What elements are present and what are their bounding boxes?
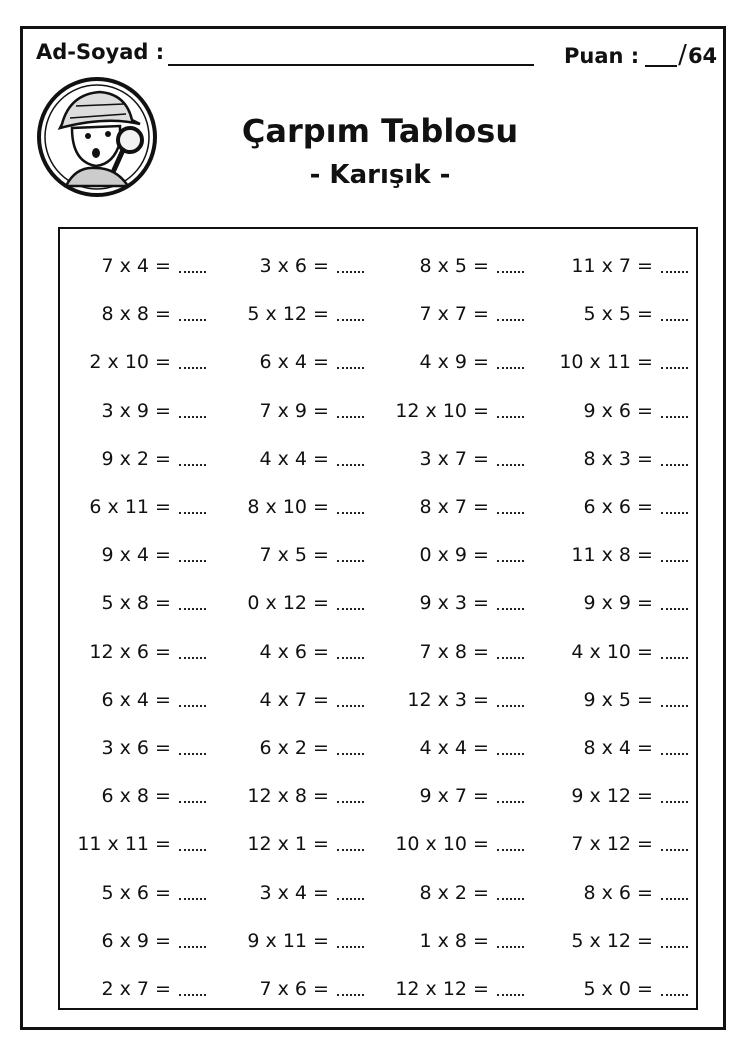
problem-row: [66, 965, 206, 1013]
problem-row: [66, 579, 206, 627]
problem-expression: 11 x 11: [77, 833, 149, 856]
equals-sign: =: [313, 881, 329, 904]
answer-blank[interactable]: [497, 982, 524, 996]
problem-row: [548, 290, 688, 338]
equals-sign: =: [637, 688, 653, 711]
problem-row: [548, 820, 688, 868]
answer-blank[interactable]: [497, 548, 524, 562]
problem-expression: 9 x 6: [583, 399, 631, 422]
answer-blank[interactable]: [661, 741, 688, 755]
equals-sign: =: [637, 351, 653, 374]
problem-row: [384, 820, 524, 868]
problem-expression: 10 x 11: [559, 351, 631, 374]
equals-sign: =: [473, 929, 489, 952]
score-area: [564, 40, 717, 70]
problem-column-4: [548, 242, 688, 1013]
problem-row: [224, 868, 364, 916]
problem-expression: 8 x 5: [419, 255, 467, 278]
answer-blank[interactable]: [179, 982, 206, 996]
problem-row: [224, 435, 364, 483]
answer-blank[interactable]: [497, 886, 524, 900]
answer-blank[interactable]: [179, 307, 206, 321]
answer-blank[interactable]: [337, 789, 364, 803]
equals-sign: =: [313, 447, 329, 470]
equals-sign: =: [155, 688, 171, 711]
answer-blank[interactable]: [661, 259, 688, 273]
problem-expression: 4 x 4: [419, 736, 467, 759]
problem-expression: 5 x 8: [101, 592, 149, 615]
problem-expression: 6 x 4: [259, 351, 307, 374]
problem-expression: 7 x 8: [419, 640, 467, 663]
problem-row: [384, 868, 524, 916]
answer-blank[interactable]: [337, 404, 364, 418]
equals-sign: =: [155, 977, 171, 1000]
equals-sign: =: [155, 255, 171, 278]
problem-row: [224, 531, 364, 579]
problem-expression: 5 x 5: [583, 303, 631, 326]
problem-row: [384, 628, 524, 676]
score-label: Puan :: [564, 44, 640, 68]
answer-blank[interactable]: [179, 837, 206, 851]
problem-row: [224, 724, 364, 772]
problem-expression: 5 x 6: [101, 881, 149, 904]
answer-blank[interactable]: [497, 837, 524, 851]
problem-expression: 9 x 9: [583, 592, 631, 615]
equals-sign: =: [637, 977, 653, 1000]
problem-row: [224, 338, 364, 386]
answer-blank[interactable]: [497, 452, 524, 466]
answer-blank[interactable]: [337, 355, 364, 369]
answer-blank[interactable]: [661, 355, 688, 369]
answer-blank[interactable]: [179, 404, 206, 418]
problem-expression: 4 x 7: [259, 688, 307, 711]
problem-row: [548, 724, 688, 772]
answer-blank[interactable]: [497, 259, 524, 273]
equals-sign: =: [637, 592, 653, 615]
equals-sign: =: [313, 399, 329, 422]
answer-blank[interactable]: [337, 596, 364, 610]
problem-expression: 3 x 7: [419, 447, 467, 470]
equals-sign: =: [313, 977, 329, 1000]
problem-row: [224, 483, 364, 531]
answer-blank[interactable]: [497, 645, 524, 659]
problem-row: [384, 290, 524, 338]
answer-blank[interactable]: [179, 645, 206, 659]
equals-sign: =: [155, 351, 171, 374]
problem-row: [66, 435, 206, 483]
answer-blank[interactable]: [661, 500, 688, 514]
problem-row: [548, 868, 688, 916]
answer-blank[interactable]: [337, 693, 364, 707]
worksheet-subtitle: - Karışık -: [309, 160, 451, 190]
problem-row: [548, 579, 688, 627]
answer-blank[interactable]: [337, 741, 364, 755]
problem-expression: 8 x 2: [419, 881, 467, 904]
answer-blank[interactable]: [661, 645, 688, 659]
problem-expression: 6 x 9: [101, 929, 149, 952]
answer-blank[interactable]: [337, 259, 364, 273]
problem-expression: 7 x 12: [571, 833, 631, 856]
equals-sign: =: [473, 255, 489, 278]
problem-row: [384, 531, 524, 579]
problem-expression: 0 x 9: [419, 544, 467, 567]
problem-expression: 4 x 10: [571, 640, 631, 663]
equals-sign: =: [155, 881, 171, 904]
equals-sign: =: [473, 399, 489, 422]
equals-sign: =: [155, 496, 171, 519]
equals-sign: =: [155, 544, 171, 567]
answer-blank[interactable]: [497, 741, 524, 755]
score-slash: /: [678, 40, 687, 70]
answer-blank[interactable]: [661, 693, 688, 707]
answer-blank[interactable]: [497, 596, 524, 610]
problem-row: [66, 676, 206, 724]
answer-blank[interactable]: [661, 307, 688, 321]
equals-sign: =: [637, 303, 653, 326]
problem-expression: 2 x 7: [101, 977, 149, 1000]
problem-expression: 4 x 4: [259, 447, 307, 470]
equals-sign: =: [637, 496, 653, 519]
problem-expression: 8 x 6: [583, 881, 631, 904]
problem-expression: 12 x 8: [247, 785, 307, 808]
score-total: 64: [687, 44, 718, 68]
problem-column-1: [66, 242, 206, 1013]
problem-row: [66, 724, 206, 772]
answer-blank[interactable]: [497, 934, 524, 948]
score-input-line[interactable]: [645, 65, 677, 67]
problem-row: [224, 242, 364, 290]
equals-sign: =: [313, 929, 329, 952]
problem-row: [224, 387, 364, 435]
problem-column-3: [384, 242, 524, 1013]
problem-expression: 7 x 7: [419, 303, 467, 326]
equals-sign: =: [637, 544, 653, 567]
answer-blank[interactable]: [337, 307, 364, 321]
name-label: Ad-Soyad :: [36, 40, 165, 64]
problem-row: [548, 242, 688, 290]
problem-expression: 7 x 5: [259, 544, 307, 567]
problem-row: [66, 868, 206, 916]
problem-row: [224, 579, 364, 627]
problem-expression: 5 x 0: [583, 977, 631, 1000]
answer-blank[interactable]: [179, 741, 206, 755]
answer-blank[interactable]: [661, 596, 688, 610]
answer-blank[interactable]: [179, 452, 206, 466]
problem-row: [66, 628, 206, 676]
equals-sign: =: [637, 929, 653, 952]
problem-expression: 3 x 6: [259, 255, 307, 278]
problem-expression: 6 x 11: [89, 496, 149, 519]
problem-expression: 8 x 3: [583, 447, 631, 470]
problem-expression: 12 x 12: [395, 977, 467, 1000]
problem-expression: 7 x 9: [259, 399, 307, 422]
detective-boy-with-magnifier-icon: [36, 76, 158, 198]
problem-expression: 9 x 7: [419, 785, 467, 808]
answer-blank[interactable]: [337, 645, 364, 659]
problem-expression: 9 x 2: [101, 447, 149, 470]
problem-row: [66, 772, 206, 820]
equals-sign: =: [473, 688, 489, 711]
problem-expression: 9 x 11: [247, 929, 307, 952]
answer-blank[interactable]: [337, 548, 364, 562]
problem-expression: 8 x 8: [101, 303, 149, 326]
problem-expression: 12 x 1: [247, 833, 307, 856]
problem-row: [548, 965, 688, 1013]
equals-sign: =: [313, 255, 329, 278]
problem-expression: 8 x 4: [583, 736, 631, 759]
problem-expression: 11 x 8: [571, 544, 631, 567]
problem-row: [66, 338, 206, 386]
answer-blank[interactable]: [337, 982, 364, 996]
problem-row: [224, 917, 364, 965]
answer-blank[interactable]: [661, 837, 688, 851]
problem-row: [548, 338, 688, 386]
equals-sign: =: [313, 833, 329, 856]
equals-sign: =: [473, 544, 489, 567]
equals-sign: =: [155, 399, 171, 422]
problem-expression: 3 x 4: [259, 881, 307, 904]
equals-sign: =: [473, 303, 489, 326]
equals-sign: =: [473, 640, 489, 663]
equals-sign: =: [637, 640, 653, 663]
worksheet-title: Çarpım Tablosu: [241, 112, 519, 150]
answer-blank[interactable]: [497, 693, 524, 707]
problem-row: [66, 820, 206, 868]
equals-sign: =: [313, 688, 329, 711]
answer-blank[interactable]: [337, 837, 364, 851]
answer-blank[interactable]: [179, 693, 206, 707]
equals-sign: =: [473, 977, 489, 1000]
problem-row: [548, 531, 688, 579]
equals-sign: =: [473, 592, 489, 615]
problem-column-2: [224, 242, 364, 1013]
answer-blank[interactable]: [337, 886, 364, 900]
answer-blank[interactable]: [661, 789, 688, 803]
equals-sign: =: [473, 496, 489, 519]
problem-expression: 12 x 10: [395, 399, 467, 422]
equals-sign: =: [637, 399, 653, 422]
equals-sign: =: [313, 785, 329, 808]
equals-sign: =: [313, 303, 329, 326]
problem-row: [224, 290, 364, 338]
problem-row: [384, 917, 524, 965]
problem-expression: 1 x 8: [419, 929, 467, 952]
problem-row: [384, 579, 524, 627]
answer-blank[interactable]: [661, 886, 688, 900]
answer-blank[interactable]: [337, 452, 364, 466]
equals-sign: =: [155, 640, 171, 663]
problem-expression: 0 x 12: [247, 592, 307, 615]
problem-row: [548, 387, 688, 435]
problem-expression: 4 x 9: [419, 351, 467, 374]
equals-sign: =: [313, 496, 329, 519]
problem-row: [548, 483, 688, 531]
problem-expression: 5 x 12: [571, 929, 631, 952]
problem-row: [224, 965, 364, 1013]
answer-blank[interactable]: [497, 500, 524, 514]
problem-row: [224, 676, 364, 724]
problem-expression: 10 x 10: [395, 833, 467, 856]
equals-sign: =: [473, 351, 489, 374]
problem-expression: 11 x 7: [571, 255, 631, 278]
problem-expression: 7 x 6: [259, 977, 307, 1000]
equals-sign: =: [473, 881, 489, 904]
problem-expression: 6 x 8: [101, 785, 149, 808]
answer-blank[interactable]: [661, 548, 688, 562]
equals-sign: =: [155, 929, 171, 952]
problem-row: [384, 483, 524, 531]
answer-blank[interactable]: [497, 307, 524, 321]
equals-sign: =: [313, 640, 329, 663]
equals-sign: =: [313, 736, 329, 759]
problem-expression: 12 x 6: [89, 640, 149, 663]
equals-sign: =: [155, 303, 171, 326]
problem-expression: 4 x 6: [259, 640, 307, 663]
problem-row: [384, 338, 524, 386]
equals-sign: =: [313, 351, 329, 374]
answer-blank[interactable]: [179, 886, 206, 900]
name-input-line[interactable]: [168, 64, 534, 66]
equals-sign: =: [155, 833, 171, 856]
problem-row: [66, 290, 206, 338]
problem-row: [384, 965, 524, 1013]
problem-row: [548, 628, 688, 676]
problem-row: [224, 820, 364, 868]
answer-blank[interactable]: [179, 548, 206, 562]
problem-row: [548, 676, 688, 724]
problem-row: [384, 387, 524, 435]
answer-blank[interactable]: [179, 259, 206, 273]
answer-blank[interactable]: [179, 934, 206, 948]
problem-expression: 12 x 3: [407, 688, 467, 711]
problem-expression: 6 x 4: [101, 688, 149, 711]
problem-expression: 6 x 6: [583, 496, 631, 519]
equals-sign: =: [637, 255, 653, 278]
equals-sign: =: [473, 736, 489, 759]
equals-sign: =: [637, 785, 653, 808]
answer-blank[interactable]: [497, 789, 524, 803]
answer-blank[interactable]: [179, 789, 206, 803]
equals-sign: =: [155, 736, 171, 759]
problem-row: [384, 772, 524, 820]
problem-row: [224, 772, 364, 820]
problem-expression: 7 x 4: [101, 255, 149, 278]
equals-sign: =: [313, 592, 329, 615]
equals-sign: =: [473, 785, 489, 808]
problem-expression: 9 x 4: [101, 544, 149, 567]
problem-row: [384, 435, 524, 483]
problem-row: [384, 242, 524, 290]
problem-row: [66, 242, 206, 290]
problem-row: [66, 483, 206, 531]
problem-expression: 9 x 3: [419, 592, 467, 615]
answer-blank[interactable]: [497, 355, 524, 369]
problem-expression: 8 x 7: [419, 496, 467, 519]
equals-sign: =: [155, 785, 171, 808]
answer-blank[interactable]: [497, 404, 524, 418]
problem-row: [66, 531, 206, 579]
equals-sign: =: [637, 881, 653, 904]
answer-blank[interactable]: [661, 452, 688, 466]
problem-expression: 8 x 10: [247, 496, 307, 519]
equals-sign: =: [155, 447, 171, 470]
problem-row: [384, 676, 524, 724]
equals-sign: =: [473, 833, 489, 856]
problem-expression: 2 x 10: [89, 351, 149, 374]
problem-expression: 5 x 12: [247, 303, 307, 326]
problem-expression: 6 x 2: [259, 736, 307, 759]
answer-blank[interactable]: [337, 500, 364, 514]
equals-sign: =: [473, 447, 489, 470]
answer-blank[interactable]: [179, 596, 206, 610]
equals-sign: =: [637, 833, 653, 856]
equals-sign: =: [155, 592, 171, 615]
problem-row: [66, 387, 206, 435]
answer-blank[interactable]: [661, 982, 688, 996]
answer-blank[interactable]: [179, 355, 206, 369]
problem-row: [66, 917, 206, 965]
problem-expression: 3 x 9: [101, 399, 149, 422]
equals-sign: =: [313, 544, 329, 567]
answer-blank[interactable]: [337, 934, 364, 948]
problem-row: [548, 435, 688, 483]
equals-sign: =: [637, 447, 653, 470]
problem-row: [384, 724, 524, 772]
answer-blank[interactable]: [661, 404, 688, 418]
equals-sign: =: [637, 736, 653, 759]
problem-expression: 3 x 6: [101, 736, 149, 759]
answer-blank[interactable]: [179, 500, 206, 514]
problem-expression: 9 x 12: [571, 785, 631, 808]
problem-row: [548, 772, 688, 820]
problem-row: [224, 628, 364, 676]
problem-row: [548, 917, 688, 965]
problem-expression: 9 x 5: [583, 688, 631, 711]
answer-blank[interactable]: [661, 934, 688, 948]
